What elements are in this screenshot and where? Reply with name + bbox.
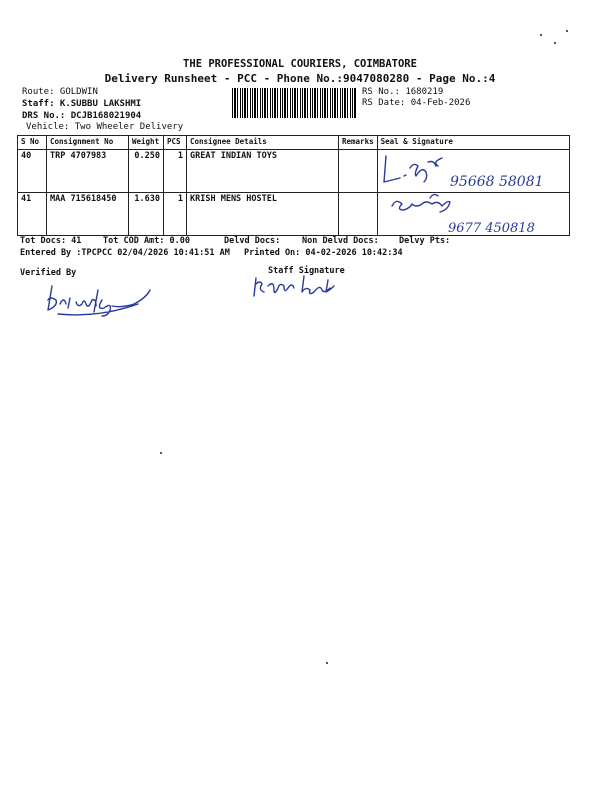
col-weight: Weight — [129, 136, 164, 150]
runsheet-subtitle: Delivery Runsheet - PCC - Phone No.:9047080280 - Page No.:4 — [104, 72, 496, 85]
barcode — [232, 88, 357, 118]
scan-speck — [566, 30, 568, 32]
cell-sno: 41 — [18, 193, 47, 236]
rs-date: RS Date: 04-Feb-2026 — [362, 98, 471, 108]
cell-consignment: MAA 715618450 — [47, 193, 129, 236]
route: Route: GOLDWIN — [22, 87, 98, 97]
total-docs: Tot Docs: 41 — [20, 236, 82, 246]
cell-consignee: GREAT INDIAN TOYS — [187, 150, 339, 193]
col-signature: Seal & Signature — [377, 136, 569, 150]
cell-sno: 40 — [18, 150, 47, 193]
signature-2-phone: 9677 450818 — [448, 221, 535, 236]
cell-consignment: TRP 4707983 — [47, 150, 129, 193]
cell-weight: 1.630 — [129, 193, 164, 236]
company-title: THE PROFESSIONAL COURIERS, COIMBATORE — [183, 58, 417, 70]
cell-pcs: 1 — [164, 193, 187, 236]
signature-2-scribble — [392, 194, 450, 212]
drs-number: DRS No.: DCJB168021904 — [22, 111, 142, 121]
verified-by-label: Verified By — [20, 268, 77, 278]
scan-speck — [554, 42, 556, 44]
rs-number: RS No.: 1680219 — [362, 87, 444, 97]
receiver-signatures — [370, 148, 580, 238]
delivered-docs: Delvd Docs: — [224, 236, 281, 246]
cell-consignee: KRISH MENS HOSTEL — [187, 193, 339, 236]
signature-1-scribble — [384, 156, 442, 182]
delivery-points: Delvy Pts: — [399, 236, 451, 246]
col-remarks: Remarks — [339, 136, 378, 150]
printed-on: Printed On: 04-02-2026 10:42:34 — [244, 248, 403, 258]
col-sno: S No — [18, 136, 47, 150]
total-cod: Tot COD Amt: 0.00 — [103, 236, 190, 246]
col-pcs: PCS — [164, 136, 187, 150]
col-consignee: Consignee Details — [187, 136, 339, 150]
verifier-signature-stroke — [48, 286, 150, 316]
scan-speck — [540, 34, 542, 36]
cell-weight: 0.250 — [129, 150, 164, 193]
staff: Staff: K.SUBBU LAKSHMI — [22, 99, 142, 109]
non-delivered-docs: Non Delvd Docs: — [302, 236, 379, 246]
staff-signature — [250, 272, 360, 302]
vehicle: Vehicle: Two Wheeler Delivery — [26, 122, 184, 132]
signature-1-phone: 95668 58081 — [450, 174, 544, 190]
col-consignment: Consignment No — [47, 136, 129, 150]
staff-signature-label: Staff Signature — [268, 266, 345, 276]
cell-pcs: 1 — [164, 150, 187, 193]
verifier-signature — [40, 280, 170, 320]
staff-signature-stroke — [254, 276, 334, 296]
entered-by: Entered By :TPCPCC 02/04/2026 10:41:51 AM — [20, 248, 230, 258]
scan-speck — [326, 662, 328, 664]
scan-speck — [160, 452, 162, 454]
